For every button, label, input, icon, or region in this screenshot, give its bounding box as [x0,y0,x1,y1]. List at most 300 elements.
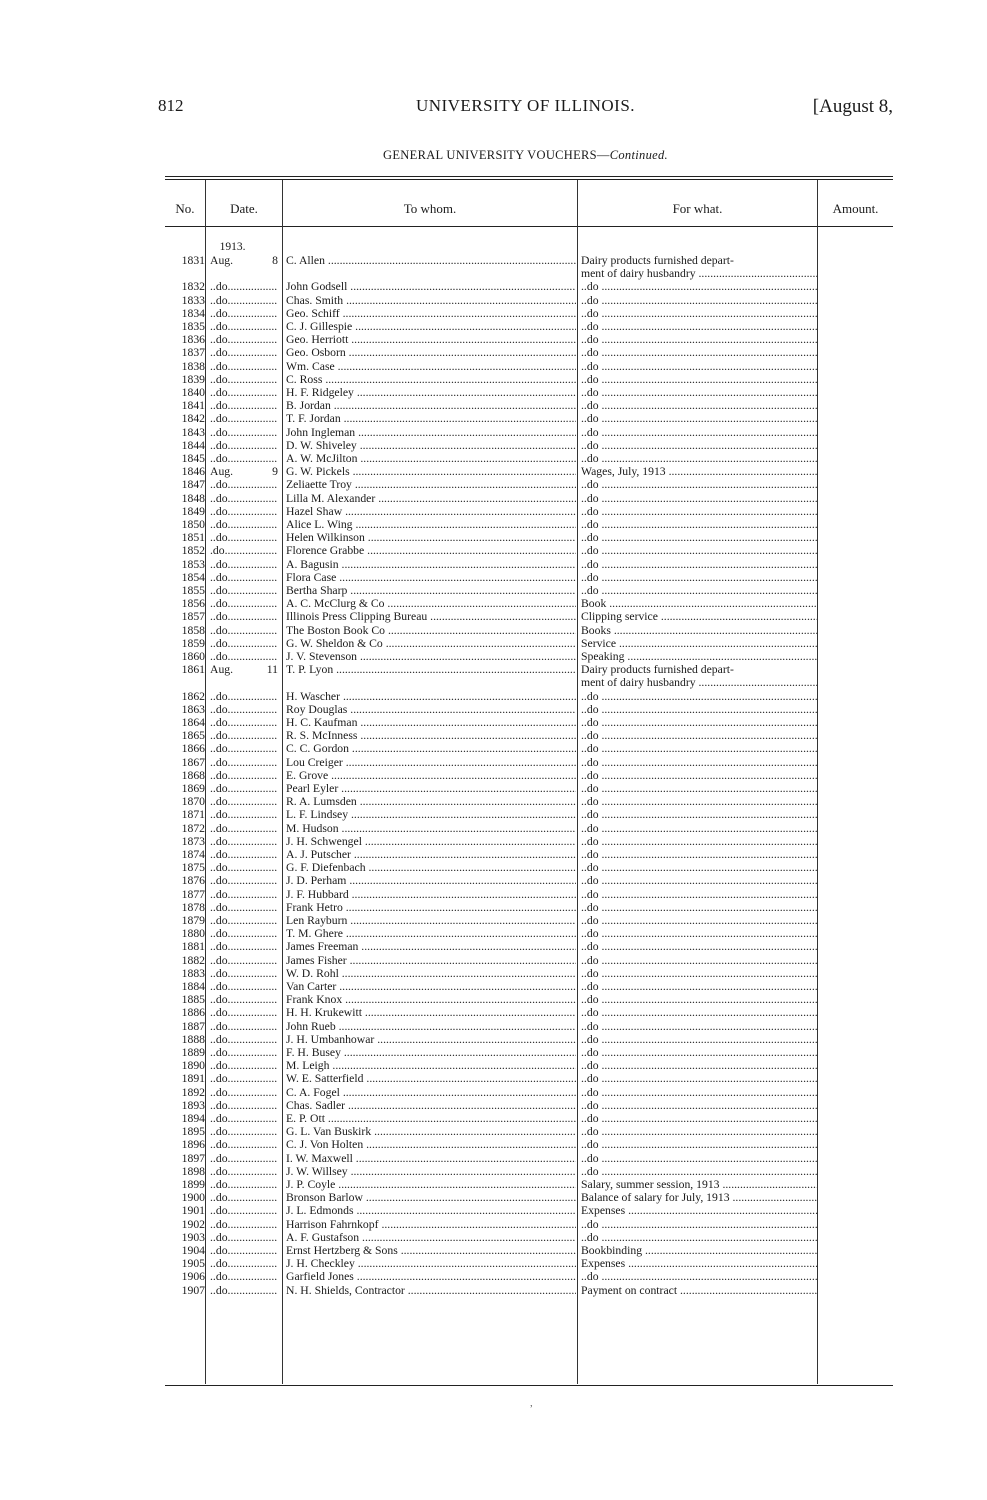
voucher-date: ..do ..... [210,1086,278,1099]
voucher-date: ..do ..... [210,1244,278,1257]
voucher-number: 1901 [181,1204,205,1218]
table-title-continued: Continued. [609,148,668,162]
table-row [0,808,987,821]
voucher-number: 1867 [181,755,205,769]
voucher-date: ..do ..... [210,280,278,293]
payee: Bronson Barlow ..... [286,1191,576,1204]
voucher-number: 1852 [181,544,205,558]
voucher-number: 1842 [181,412,205,426]
payee: T. M. Ghere ..... [286,927,576,940]
table-row [0,835,987,848]
purpose: Expenses ..... [581,1204,817,1217]
voucher-date: ..do ..... [210,1138,278,1151]
purpose: ..do ..... [581,360,817,373]
purpose: ..do ..... [581,1059,817,1072]
voucher-number: 1892 [181,1085,205,1099]
voucher-date: ..do ..... [210,782,278,795]
voucher-date: ..do ..... [210,940,278,953]
table-row [0,901,987,914]
table-row [0,505,987,518]
voucher-number: 1872 [181,821,205,835]
payee: Geo. Osborn ..... [286,346,576,359]
purpose: Balance of salary for July, 1913 ..... [581,1191,817,1204]
payee: Bertha Sharp ..... [286,584,576,597]
payee: J. D. Perham ..... [286,874,576,887]
payee: C. J. Gillespie ..... [286,320,576,333]
purpose: ..do ..... [581,399,817,412]
purpose: Book ..... [581,597,817,610]
table-row [0,729,987,742]
table-row [0,690,987,703]
voucher-number: 1883 [181,966,205,980]
table-row [0,637,987,650]
table-row [0,940,987,953]
purpose: Speaking ..... [581,650,817,663]
voucher-date: ..do ..... [210,624,278,637]
purpose: ..do ..... [581,544,817,557]
voucher-number: 1871 [181,808,205,822]
purpose: ..do ..... [581,835,817,848]
table-row [0,294,987,307]
table-row [0,465,987,478]
voucher-date: Aug. 9 [210,465,278,479]
voucher-date: ..do ..... [210,927,278,940]
voucher-date: ..do ..... [210,729,278,742]
payee: G. F. Diefenbach ..... [286,861,576,874]
table-row [0,795,987,808]
purpose: ..do ..... [581,861,817,874]
voucher-date: ..do ..... [210,703,278,716]
voucher-number: 1884 [181,980,205,993]
voucher-number: 1874 [181,848,205,861]
table-row [0,320,987,333]
purpose: ..do ..... [581,320,817,333]
table-row [0,439,987,452]
table-row [0,1059,987,1072]
table-row [0,1204,987,1217]
table-top-rule-2 [165,179,893,180]
table-row [0,1125,987,1138]
voucher-number: 1885 [181,993,205,1007]
table-row [0,267,987,280]
voucher-date: ..do ..... [210,1231,278,1244]
table-bottom-rule [165,1385,893,1386]
voucher-date: ..do ..... [210,1257,278,1270]
voucher-date: ..do ..... [210,637,278,650]
voucher-number: 1860 [181,650,205,663]
purpose: Wages, July, 1913 ..... [581,465,817,478]
voucher-date: ..do ..... [210,1270,278,1283]
payee: Chas. Sadler ..... [286,1099,576,1112]
voucher-number: 1856 [181,597,205,611]
table-row [0,307,987,320]
voucher-date: ..do ..... [210,1033,278,1046]
voucher-number: 1849 [181,504,205,518]
payee: I. W. Maxwell ..... [286,1152,576,1165]
voucher-date: ..do ..... [210,1165,278,1178]
voucher-number: 1893 [181,1098,205,1112]
voucher-number: 1846 [181,465,205,479]
purpose: ..do ..... [581,1006,817,1019]
voucher-number: 1850 [181,518,205,531]
voucher-date: ..do ..... [210,1218,278,1231]
voucher-number: 1858 [181,623,205,637]
voucher-date: ..do ..... [210,993,278,1006]
voucher-number: 1841 [181,399,205,413]
purpose: Salary, summer session, 1913 ..... [581,1178,817,1191]
purpose: ..do ..... [581,1099,817,1112]
purpose: ..do ..... [581,980,817,993]
purpose: ..do ..... [581,1112,817,1125]
purpose: ..do ..... [581,690,817,703]
voucher-number: 1844 [181,438,205,452]
voucher-date: ..do ..... [210,386,278,399]
voucher-number: 1857 [181,610,205,624]
table-title [158,148,893,163]
voucher-date: ..do ..... [210,333,278,346]
purpose: ..do ..... [581,822,817,835]
voucher-date: ..do ..... [210,505,278,518]
voucher-number: 1832 [181,280,205,294]
table-row [0,610,987,623]
purpose: ..do ..... [581,1086,817,1099]
payee: F. H. Busey ..... [286,1046,576,1059]
payee: H. H. Krukewitt ..... [286,1006,576,1019]
voucher-number: 1891 [181,1072,205,1086]
purpose: ..do ..... [581,914,817,927]
table-row [0,1072,987,1085]
voucher-day: 9 [272,465,278,479]
payee: J. F. Hubbard ..... [286,888,576,901]
voucher-number: 1905 [181,1257,205,1271]
voucher-date: Aug. 11 [210,663,278,677]
payee: Illinois Press Clipping Bureau ..... [286,610,576,623]
payee: D. W. Shiveley ..... [286,439,576,452]
table-top-rule-1 [165,176,893,177]
voucher-number: 1880 [181,927,205,941]
table-row [0,399,987,412]
voucher-number: 1833 [181,293,205,307]
payee: H. F. Ridgeley ..... [286,386,576,399]
payee: E. P. Ott ..... [286,1112,576,1125]
table-row [0,1006,987,1019]
payee: Flora Case ..... [286,571,576,584]
purpose: ..do ..... [581,307,817,320]
voucher-date: ..do ..... [210,1059,278,1072]
payee: Helen Wilkinson ..... [286,531,576,544]
table-row [0,1244,987,1257]
voucher-number: 1903 [181,1230,205,1244]
payee: C. J. Von Holten ..... [286,1138,576,1151]
voucher-number: 1900 [181,1191,205,1205]
table-row [0,597,987,610]
voucher-date: ..do ..... [210,558,278,571]
table-row [0,1033,987,1046]
purpose: ..do ..... [581,940,817,953]
purpose: Books ..... [581,624,817,637]
purpose: Dairy products furnished depart- [581,663,734,677]
voucher-date: ..do ..... [210,1178,278,1191]
table-row [0,412,987,425]
voucher-date: ..do ..... [210,610,278,623]
voucher-date: ..do ..... [210,954,278,967]
payee: M. Hudson ..... [286,822,576,835]
voucher-date: ..do ..... [210,1099,278,1112]
voucher-date: ..do ..... [210,795,278,808]
voucher-date: ..do ..... [210,901,278,914]
payee: Hazel Shaw ..... [286,505,576,518]
page-header [158,96,893,118]
table-row [0,426,987,439]
voucher-date: ..do ..... [210,320,278,333]
voucher-date: ..do ..... [210,1125,278,1138]
voucher-date: ..do ..... [210,492,278,505]
year-label: 1913. [219,241,246,253]
purpose: Expenses ..... [581,1257,817,1270]
purpose: ..do ..... [581,1020,817,1033]
table-row [0,782,987,795]
table-row [0,624,987,637]
voucher-number: 1870 [181,795,205,809]
purpose: ..do ..... [581,901,817,914]
voucher-date: ..do ..... [210,518,278,531]
voucher-number: 1877 [181,887,205,901]
purpose: ..do ..... [581,874,817,887]
payee: J. H. Checkley ..... [286,1257,576,1270]
payee: Zeliaette Troy ..... [286,478,576,491]
purpose: ..do ..... [581,848,817,861]
purpose: ..do ..... [581,703,817,716]
table-row [0,1046,987,1059]
voucher-number: 1836 [181,333,205,347]
voucher-date: ..do ..... [210,373,278,386]
payee: G. L. Van Buskirk ..... [286,1125,576,1138]
payee: Van Carter ..... [286,980,576,993]
table-row [0,1138,987,1151]
column-header-for-what: For what. [672,201,723,216]
table-row [0,1112,987,1125]
table-row [0,1152,987,1165]
voucher-number: 1898 [181,1164,205,1178]
purpose: ..do ..... [581,426,817,439]
purpose: Clipping service ..... [581,610,817,623]
voucher-date: ..do ..... [210,1204,278,1217]
voucher-number: 1853 [181,557,205,571]
table-row [0,346,987,359]
payee: A. C. McClurg & Co ..... [286,597,576,610]
payee: M. Leigh ..... [286,1059,576,1072]
table-row [0,663,987,676]
voucher-number: 1899 [181,1178,205,1191]
voucher-date: ..do ..... [210,716,278,729]
purpose: ..do ..... [581,1152,817,1165]
purpose: ..do ..... [581,1072,817,1085]
table-row [0,650,987,663]
voucher-day: 11 [266,663,278,677]
voucher-date: ..do ..... [210,690,278,703]
purpose: ..do ..... [581,782,817,795]
purpose: Service ..... [581,637,817,650]
purpose: ..do ..... [581,967,817,980]
payee: Frank Hetro ..... [286,901,576,914]
payee: Geo. Schiff ..... [286,307,576,320]
table-row [0,1218,987,1231]
table-row [0,1257,987,1270]
running-date: [August 8, [812,96,893,117]
table-row [0,888,987,901]
purpose: ..do ..... [581,1138,817,1151]
payee: A. W. McJilton ..... [286,452,576,465]
purpose: Payment on contract ..... [581,1284,817,1297]
voucher-number: 1869 [181,782,205,795]
payee: John Godsell ..... [286,280,576,293]
voucher-number: 1851 [181,531,205,545]
purpose: ..do ..... [581,927,817,940]
voucher-date: ..do ..... [210,597,278,610]
table-row [0,1231,987,1244]
purpose: ..do ..... [581,808,817,821]
table-row [0,993,987,1006]
table-row [0,544,987,557]
voucher-date: ..do ..... [210,1020,278,1033]
payee: J. P. Coyle ..... [286,1178,576,1191]
voucher-date: Aug. 8 [210,254,278,267]
purpose: ..do ..... [581,795,817,808]
voucher-number: 1839 [181,372,205,386]
payee: H. C. Kaufman ..... [286,716,576,729]
voucher-number: 1840 [181,386,205,399]
voucher-number: 1897 [181,1151,205,1165]
purpose: ..do ..... [581,492,817,505]
payee: The Boston Book Co ..... [286,624,576,637]
column-header-date: Date. [230,201,258,216]
payee: J. H. Schwengel ..... [286,835,576,848]
purpose: ..do ..... [581,1125,817,1138]
payee: J. L. Edmonds ..... [286,1204,576,1217]
voucher-number: 1875 [181,861,205,875]
voucher-date: ..do ..... [210,756,278,769]
payee: T. P. Lyon ..... [286,663,576,676]
payee: G. W. Sheldon & Co ..... [286,637,576,650]
payee: James Freeman ..... [286,940,576,953]
table-row [0,703,987,716]
column-header-to-whom: To whom. [403,201,457,216]
voucher-number: 1902 [181,1217,205,1231]
voucher-number: 1894 [181,1112,205,1125]
voucher-date: ..do ..... [210,980,278,993]
table-row [0,756,987,769]
voucher-date: ..do ..... [210,914,278,927]
payee: E. Grove ..... [286,769,576,782]
table-row [0,531,987,544]
voucher-date: ..do ..... [210,650,278,663]
column-header-amount: Amount. [832,201,879,216]
voucher-number: 1904 [181,1244,205,1257]
purpose: ment of dairy husbandry ..... [581,676,817,689]
table-row [0,571,987,584]
purpose: ..do ..... [581,346,817,359]
table-row [0,874,987,887]
voucher-number: 1873 [181,834,205,848]
purpose: ..do ..... [581,1033,817,1046]
table-row [0,954,987,967]
voucher-number: 1848 [181,491,205,505]
purpose: ..do ..... [581,888,817,901]
purpose: ..do ..... [581,729,817,742]
voucher-date: ..do ..... [210,294,278,307]
table-row [0,1270,987,1283]
payee: Wm. Case ..... [286,360,576,373]
purpose: ..do ..... [581,478,817,491]
payee: Alice L. Wing ..... [286,518,576,531]
table-row [0,558,987,571]
purpose: ..do ..... [581,716,817,729]
payee: C. A. Fogel ..... [286,1086,576,1099]
voucher-number: 1837 [181,346,205,360]
table-row [0,980,987,993]
payee: N. H. Shields, Contractor ..... [286,1284,576,1297]
voucher-number: 1906 [181,1270,205,1284]
voucher-date: ..do ..... [210,399,278,412]
payee: Lou Creiger ..... [286,756,576,769]
payee: John Ingleman ..... [286,426,576,439]
voucher-number: 1838 [181,359,205,373]
payee: A. J. Putscher ..... [286,848,576,861]
payee: T. F. Jordan ..... [286,412,576,425]
table-row [0,373,987,386]
payee: L. F. Lindsey ..... [286,808,576,821]
payee: C. Ross ..... [286,373,576,386]
voucher-number: 1882 [181,953,205,967]
voucher-number: 1876 [181,874,205,888]
table-row [0,386,987,399]
purpose: ..do ..... [581,294,817,307]
payee: Lilla M. Alexander ..... [286,492,576,505]
voucher-number: 1888 [181,1032,205,1046]
purpose: ..do ..... [581,954,817,967]
table-row [0,848,987,861]
voucher-date: ..do ..... [210,531,278,544]
table-row [0,584,987,597]
table-row [0,914,987,927]
purpose: ..do ..... [581,769,817,782]
payee: Pearl Eyler ..... [286,782,576,795]
purpose: ..do ..... [581,531,817,544]
purpose: ..do ..... [581,1270,817,1283]
purpose: ..do ..... [581,373,817,386]
voucher-number: 1896 [181,1138,205,1152]
table-row [0,769,987,782]
voucher-number: 1863 [181,702,205,716]
table-row [0,822,987,835]
voucher-number: 1854 [181,570,205,584]
purpose: ..do ..... [581,505,817,518]
payee: R. A. Lumsden ..... [286,795,576,808]
payee: Roy Douglas ..... [286,703,576,716]
table-row [0,1284,987,1297]
purpose: ..do ..... [581,993,817,1006]
purpose: ..do ..... [581,333,817,346]
payee: Florence Grabbe ..... [286,544,576,557]
table-row [0,1020,987,1033]
voucher-date: ..do ..... [210,822,278,835]
voucher-date: ..do ..... [210,571,278,584]
voucher-date: ..do ..... [210,412,278,425]
payee: C. Allen ..... [286,254,576,267]
voucher-date: ..do ..... [210,861,278,874]
table-row [0,452,987,465]
purpose: ment of dairy husbandry ..... [581,267,817,280]
